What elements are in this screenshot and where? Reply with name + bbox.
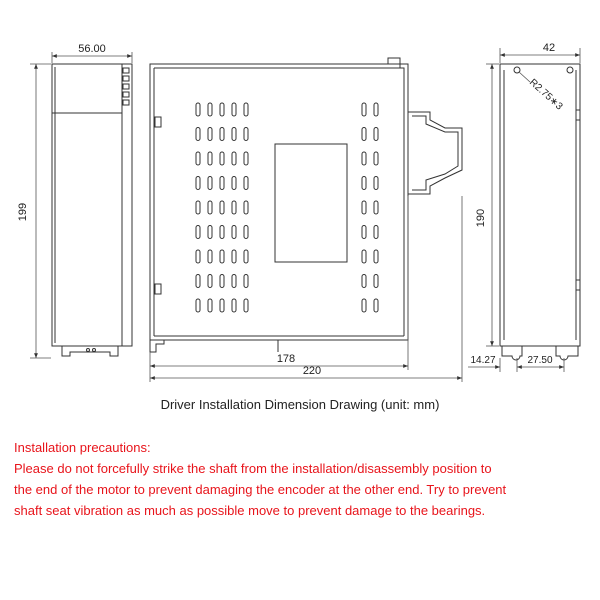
vent-slot — [362, 275, 366, 288]
vent-slot — [244, 128, 248, 141]
vent-slot — [208, 275, 212, 288]
depth-total-label: 220 — [302, 365, 322, 377]
vent-slot — [244, 250, 248, 263]
side-dimensions — [150, 196, 462, 382]
vent-slot — [374, 250, 378, 263]
side-view — [150, 58, 462, 352]
vent-slot — [362, 226, 366, 239]
vent-slot — [196, 226, 200, 239]
vent-slot — [220, 128, 224, 141]
vent-slot — [220, 250, 224, 263]
vent-slot — [362, 103, 366, 116]
vent-slot — [220, 226, 224, 239]
vent-slot — [232, 299, 236, 312]
vent-slot — [362, 152, 366, 165]
vent-slot — [244, 177, 248, 190]
vent-slot — [232, 103, 236, 116]
rear-mount-foot-left — [502, 346, 522, 360]
front-view — [52, 64, 132, 356]
side-top-tab — [388, 58, 400, 68]
vent-slot — [374, 152, 378, 165]
hole-spacing-label: 27.50 — [527, 355, 553, 366]
radius-leader — [519, 72, 530, 82]
vent-slot — [374, 103, 378, 116]
front-foot-hole — [87, 349, 90, 352]
vent-slot — [232, 226, 236, 239]
front-body — [52, 64, 132, 346]
vent-slot — [208, 299, 212, 312]
height-label: 199 — [17, 202, 29, 222]
vent-slot — [196, 275, 200, 288]
vent-slot — [220, 299, 224, 312]
vent-slot — [244, 201, 248, 214]
vent-slot — [196, 128, 200, 141]
vent-slot — [374, 226, 378, 239]
vent-slot — [362, 250, 366, 263]
vent-slot — [196, 299, 200, 312]
vent-slot — [208, 128, 212, 141]
heatsink-bracket — [408, 112, 462, 194]
vent-slot — [244, 103, 248, 116]
precautions-line: Please do not forcefully strike the shaft from the installation/disassembly position to — [14, 461, 492, 476]
rear-clip — [576, 110, 580, 120]
installation-precautions — [14, 437, 589, 521]
vent-slot — [220, 201, 224, 214]
vent-slot-grid-right — [362, 103, 378, 312]
vent-slot — [244, 152, 248, 165]
vent-slot — [374, 299, 378, 312]
vent-slot — [362, 299, 366, 312]
vent-slot — [362, 201, 366, 214]
side-clip — [155, 117, 161, 127]
front-vent-slots — [123, 68, 129, 105]
heatsink-bracket-inner — [412, 116, 458, 190]
rear-mount-foot-right — [556, 346, 578, 360]
offset-label: 14.27 — [470, 355, 496, 366]
side-height-label: 190 — [475, 208, 487, 228]
vent-slot — [208, 177, 212, 190]
vent-slot — [220, 152, 224, 165]
label-window — [275, 144, 347, 262]
precautions-line: shaft seat vibration as much as possible move to prevent damage to the bearings. — [14, 503, 486, 518]
vent-slot — [374, 275, 378, 288]
vent-slot — [220, 275, 224, 288]
side-flange — [400, 68, 404, 336]
vent-slot — [232, 275, 236, 288]
vent-slot — [232, 152, 236, 165]
vent-slot — [196, 177, 200, 190]
vent-slot — [232, 250, 236, 263]
vent-slot — [220, 177, 224, 190]
rear-body — [500, 64, 580, 346]
drawing-caption: Driver Installation Dimension Drawing (unit: mm) — [160, 397, 440, 412]
front-mount-foot — [62, 346, 118, 356]
vent-slot — [362, 177, 366, 190]
rear-mount-hole — [567, 67, 573, 73]
vent-slot — [196, 250, 200, 263]
precautions-line: the end of the motor to prevent damaging the encoder at the other end. Try to prevent — [14, 482, 507, 497]
vent-slot — [208, 152, 212, 165]
vent-slot — [232, 201, 236, 214]
vent-slot — [196, 201, 200, 214]
vent-slot — [208, 103, 212, 116]
rear-clip — [576, 280, 580, 290]
width-label: 56.00 — [78, 43, 106, 55]
rear-view — [500, 64, 580, 360]
front-foot-hole — [93, 349, 96, 352]
vent-slot — [196, 152, 200, 165]
precautions-title: Installation precautions: — [14, 440, 151, 455]
side-mount-foot — [150, 340, 164, 352]
vent-slot — [374, 177, 378, 190]
vent-slot — [362, 128, 366, 141]
vent-slot — [244, 299, 248, 312]
vent-slot — [196, 103, 200, 116]
vent-slot — [244, 226, 248, 239]
vent-slot — [374, 201, 378, 214]
side-body — [150, 64, 408, 340]
front-dimensions — [30, 52, 132, 358]
vent-slot — [232, 177, 236, 190]
side-width-label: 42 — [542, 42, 556, 54]
depth-inner-label: 178 — [276, 353, 296, 365]
vent-slot — [374, 128, 378, 141]
vent-slot — [208, 201, 212, 214]
vent-slot — [208, 250, 212, 263]
vent-slot — [220, 103, 224, 116]
vent-slot-grid-left — [196, 103, 248, 312]
radius-label: R2.75∗3 — [526, 77, 565, 113]
vent-slot — [208, 226, 212, 239]
vent-slot — [232, 128, 236, 141]
vent-slot — [244, 275, 248, 288]
side-clip — [155, 284, 161, 294]
